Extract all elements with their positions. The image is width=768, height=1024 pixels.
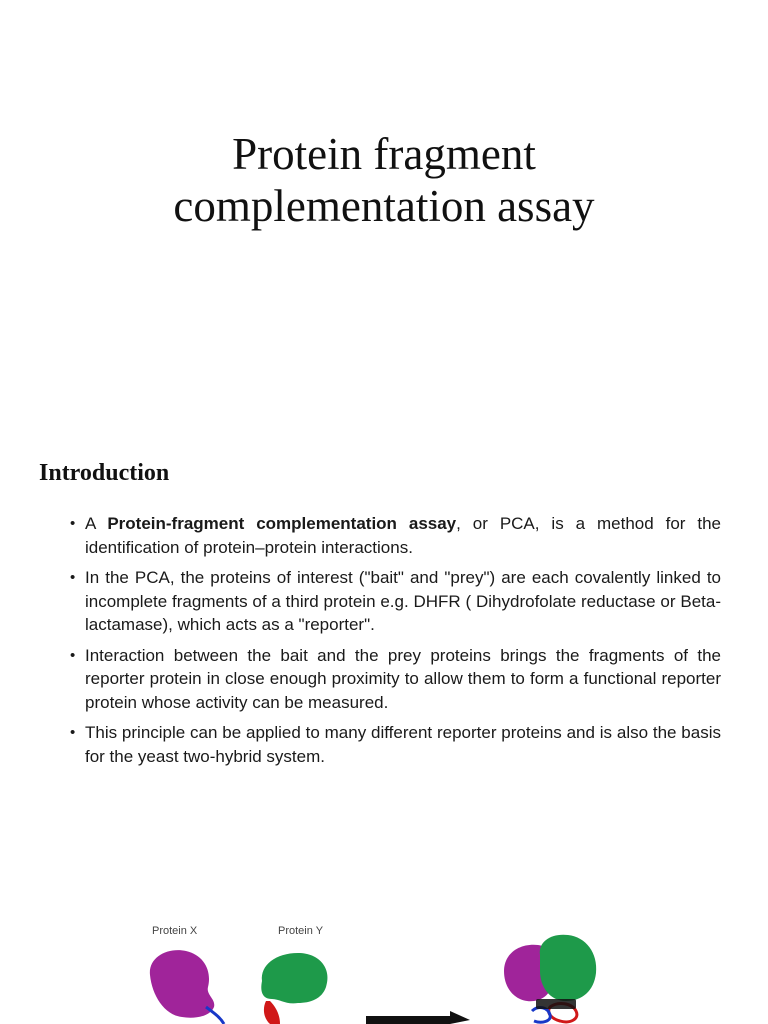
bullet-item: [70, 566, 721, 637]
complex-protein-y: [540, 935, 596, 1001]
reporter-blue-loop: [532, 1008, 550, 1023]
bullet-text: This principle can be applied to many different reporter proteins and is also the basis for the yeast two-hybrid system.: [85, 723, 721, 766]
reporter-base: [536, 999, 576, 1009]
arrow-head: [450, 1011, 470, 1024]
bullet-prefix: A: [85, 514, 108, 533]
title-line-2: complementation assay: [173, 181, 595, 231]
bullet-list: [70, 512, 721, 775]
bullet-dot-icon: •: [70, 646, 76, 664]
bullet-dot-icon: •: [70, 724, 76, 741]
protein-x-linker: [206, 1007, 224, 1024]
section-heading: Introduction: [39, 460, 170, 486]
bullet-text: , or PCA, is a method for the identification of protein–protein interactions.: [85, 514, 722, 557]
bullet-item: [70, 644, 721, 715]
pca-diagram: [120, 915, 680, 1024]
bullet-text: In the PCA, the proteins of interest ("bait" and "prey") are each covalently linked to incomplete fragments of a third protein e.g. DHFR ( Dihydrofolate reductase or Beta-lactamase), which acts as a "reporter".: [85, 568, 721, 634]
bullet-dot-icon: •: [70, 569, 76, 586]
bullet-dot-icon: •: [70, 515, 76, 532]
protein-x-label: Protein X: [152, 925, 198, 937]
bullet-item: [70, 512, 721, 559]
bullet-bold-term: Protein-fragment complementation assay: [107, 514, 457, 533]
arrow-shaft: [366, 1016, 450, 1024]
pca-diagram-graphic: [120, 915, 680, 1024]
protein-x-shape: [150, 950, 214, 1018]
protein-y-fragment: [264, 1001, 280, 1024]
bullet-text: Interaction between the bait and the prey proteins brings the fragments of the reporter protein in close enough proximity to allow them to form a functional reporter protein whose activity can be measured.: [85, 645, 721, 712]
page-title: [0, 128, 768, 232]
protein-y-shape: [261, 953, 327, 1003]
title-line-1: Protein fragment: [232, 129, 536, 179]
bullet-item: [70, 721, 721, 768]
protein-y-label: Protein Y: [278, 925, 324, 937]
